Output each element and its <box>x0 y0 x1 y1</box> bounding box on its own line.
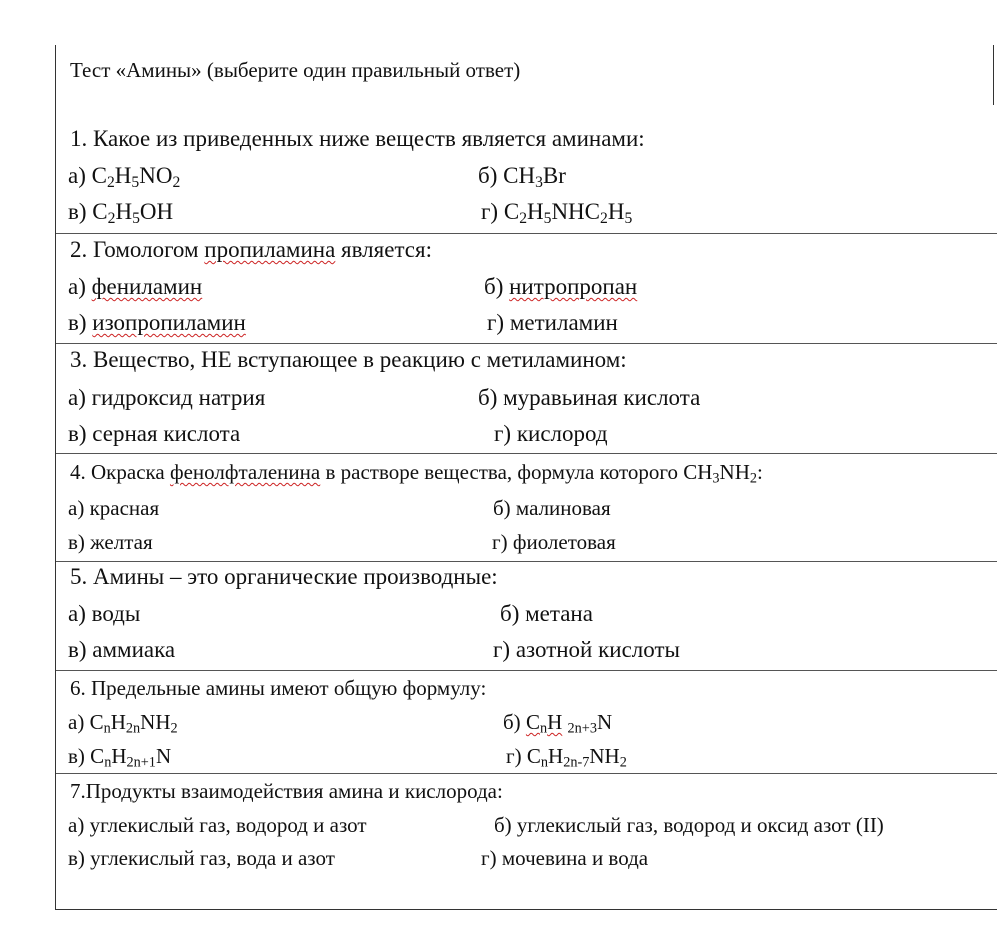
q5-option-b: б) метана <box>500 601 593 626</box>
q7-option-c: в) углекислый газ, вода и азот <box>68 846 335 870</box>
q3-option-c: в) серная кислота <box>68 421 241 446</box>
q7-option-a: а) углекислый газ, водород и азот <box>68 813 367 837</box>
q4-option-d: г) фиолетовая <box>492 530 616 554</box>
q6-option-d: г) $C_nH_{2n-7}NH_2$ <box>506 744 627 771</box>
question-1: 1. Какое из приведенных ниже веществ является аминами: <box>70 126 645 151</box>
question-3: 3. Вещество, НЕ вступающее в реакцию с метиламином: <box>70 347 627 372</box>
q5-option-c: в) аммиака <box>68 637 176 662</box>
q2-option-b: б) нитропропан <box>484 274 638 299</box>
question-4: 4. Окраска фенолфталенина в растворе вещества, формула которого $CH_3NH_2$: <box>70 460 763 487</box>
question-2: 2. Гомологом пропиламина является: <box>70 237 432 262</box>
divider <box>56 773 997 774</box>
q3-option-a: а) гидроксид натрия <box>68 385 266 410</box>
table-right-edge <box>993 45 994 105</box>
divider <box>56 453 997 454</box>
q7-option-b: б) углекислый газ, водород и оксид азот (II) <box>494 813 884 837</box>
q6-option-a: а) $C_nH_{2n}NH_2$ <box>68 710 178 737</box>
divider <box>56 343 997 344</box>
question-6: 6. Предельные амины имеют общую формулу: <box>70 676 487 700</box>
q1-option-d: г) $C_2H_5NHC_2H_5$ <box>481 199 633 227</box>
question-7: 7.Продукты взаимодействия амина и кислорода: <box>70 779 503 803</box>
test-title: Тест «Амины» (выберите один правильный ответ) <box>70 58 521 82</box>
q2-option-d: г) метиламин <box>487 310 618 335</box>
q2-option-c: в) изопропиламин <box>68 310 246 335</box>
q4-option-c: в) желтая <box>68 530 153 554</box>
q6-option-b: б) $C_nH$ $_{2n+3}$N <box>503 710 613 737</box>
q4-option-a: а) красная <box>68 496 160 520</box>
divider <box>56 233 997 234</box>
q2-option-a: а) фениламин <box>68 274 203 299</box>
q6-option-c: в) $C_nH_{2n+1}N$ <box>68 744 172 771</box>
q5-option-a: а) воды <box>68 601 141 626</box>
q7-option-d: г) мочевина и вода <box>481 846 649 870</box>
q1-option-b: б) $CH_3Br$ <box>478 163 566 191</box>
q4-option-b: б) малиновая <box>493 496 611 520</box>
q3-option-b: б) муравьиная кислота <box>478 385 701 410</box>
q3-option-d: г) кислород <box>494 421 608 446</box>
q1-option-a: а) $C_2H_5NO_2$ <box>68 163 181 191</box>
q1-option-c: в) $C_2H_5OH$ <box>68 199 174 227</box>
question-5: 5. Амины – это органические производные: <box>70 564 498 589</box>
q5-option-d: г) азотной кислоты <box>493 637 680 662</box>
divider <box>56 670 997 671</box>
divider <box>56 561 997 562</box>
